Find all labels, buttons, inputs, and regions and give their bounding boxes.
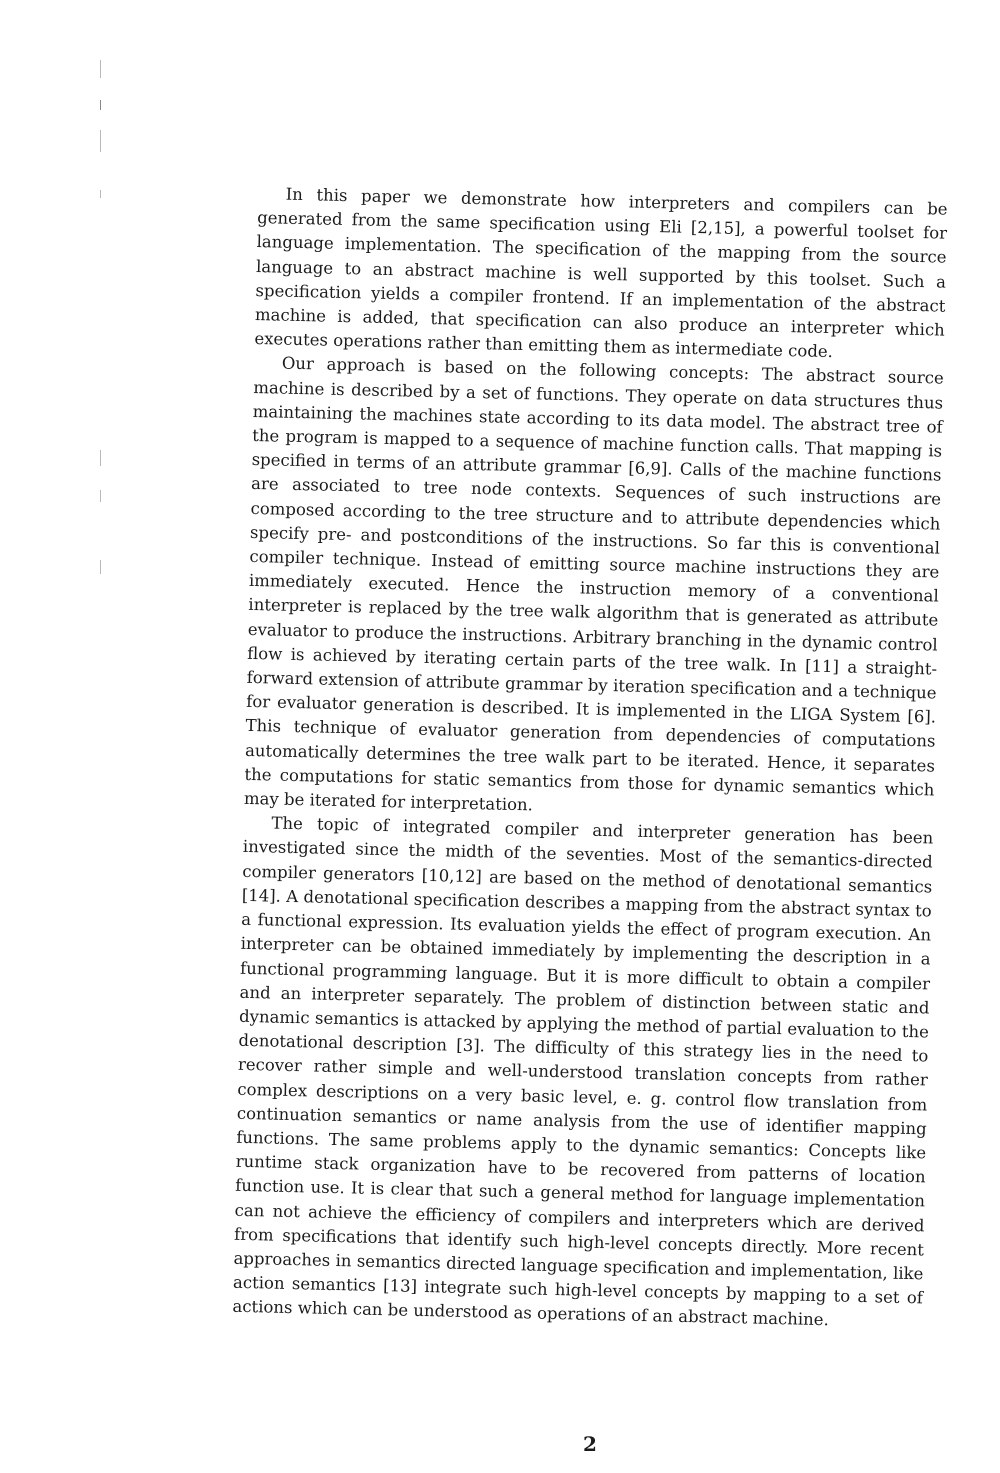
page-number: 2 (583, 1432, 597, 1456)
scan-margin-marks (100, 60, 104, 580)
paragraph-related-work: The topic of integrated compiler and interpreter generation has been investigated since the midth of the seventies. Most of the semantics-directed compiler generators [10,12] are based on the method of denotational semantics [14]. A denotational specification describes a mapping from the abstract syntax to a functional expression. Its evaluation yields the effect of program execution. An interpreter can be obtained immediately by implementing the description in a functional programming language. But it is more difficult to obtain a compiler and an interpreter separately. The problem of distinction between static and dynamic semantics is attacked by applying the method of partial evaluation to the denotational description [3]. The difficulty of this strategy lies in the need to recover rather simple and well-understood translation concepts from rather complex descriptions on a very basic level, e. g. control flow translation from continuation semantics or name analysis from the use of identifier mapping functions. The same problems apply to the dynamic semantics: Concepts like runtime stack organization have to be recovered from patterns of location function use. It is clear that such a general method for language implementation can not achieve the efficiency of compilers and interpreters which are derived from specifications that identify such high-level concepts directly. More recent approaches in semantics directed language specification and implementation, like action semantics [13] integrate such high-level concepts by mapping to a set of actions which can be understood as operations of an abstract machine. (232, 813, 934, 1330)
page-body (232, 182, 948, 1335)
paragraph-introduction: In this paper we demonstrate how interpreters and compilers can be generated from the same specification using Eli [2,15], a powerful toolset for language implementation. The specification of the mapping from the source language to an abstract machine is well supported by this toolset. Such a specification yields a compiler frontend. If an implementation of the abstract machine is added, that specification can also produce an interpreter which executes operations rather than emitting them as intermediate code. (254, 184, 948, 362)
paragraph-approach: Our approach is based on the following concepts: The abstract source machine is described by a set of functions. They operate on data structures thus maintaining the machines state according to its data model. The abstract tree of the program is mapped to a sequence of machine function calls. That mapping is specified in terms of an attribute grammar [6,9]. Calls of the machine functions are associated to tree node contexts. Sequences of such instructions are composed according to the tree structure and to attribute dependencies which specify pre- and postconditions of the instructions. So far this is conventional compiler technique. Instead of emitting source machine instructions they are immediately executed. Hence the instruction memory of a conventional interpreter is replaced by the tree walk algorithm that is generated as attribute evaluator to produce the instructions. Arbitrary branching in the dynamic control flow is achieved by iterating certain parts of the tree walk. In [11] a straight-forward extension of attribute grammar by iteration specification and a technique for evaluator generation is described. It is implemented in the LIGA System [6]. This technique of evaluator generation from dependencies of computations automatically determines the tree walk part to be iterated. Hence, it separates the computations for static semantics from those for dynamic semantics which may be iterated for interpretation. (243, 354, 944, 815)
